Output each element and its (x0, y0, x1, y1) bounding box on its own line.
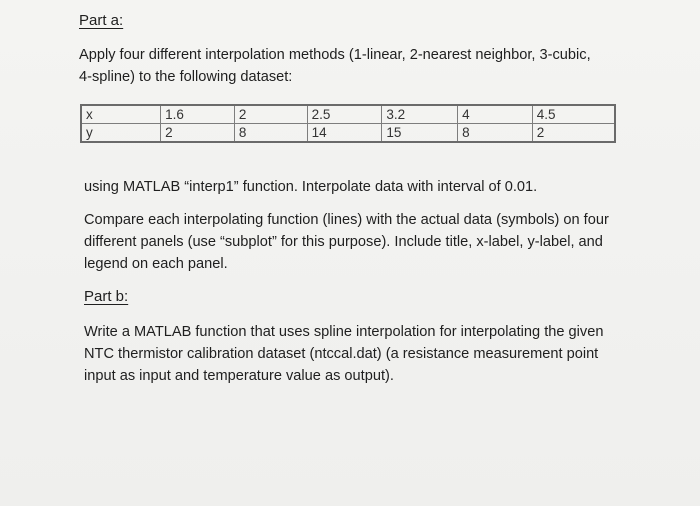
intro-line-2: 4-spline) to the following dataset: (79, 69, 293, 85)
part-b-text (84, 321, 603, 387)
table-cell: 2 (234, 105, 307, 124)
table-cell: 4 (458, 105, 533, 124)
part-b-line-2: NTC thermistor calibration dataset (ntccal.dat) (a resistance measurement point (84, 346, 599, 362)
intro-line-1: Apply four different interpolation methods (1-linear, 2-nearest neighbor, 3-cubic, (79, 47, 591, 63)
table-cell: 8 (234, 124, 307, 143)
table-cell: 2 (532, 124, 615, 143)
table-cell: y (81, 124, 161, 143)
part-a-heading: Part a: (79, 12, 124, 29)
table-cell: 1.6 (161, 105, 235, 124)
part-b-line-1: Write a MATLAB function that uses spline interpolation for interpolating the given (84, 324, 604, 340)
table-cell: 3.2 (382, 105, 458, 124)
interp1-instruction: using MATLAB “interp1” function. Interpolate data with interval of 0.01. (84, 179, 538, 195)
part-b-heading: Part b: (84, 288, 129, 305)
table-cell: x (81, 105, 161, 124)
table-row-y (81, 124, 615, 143)
part-b-line-3: input as input and temperature value as output). (84, 368, 394, 384)
compare-line-1: Compare each interpolating function (lines) with the actual data (symbols) on four (84, 212, 609, 228)
compare-line-3: legend on each panel. (84, 256, 228, 272)
compare-line-2: different panels (use “subplot” for this purpose). Include title, x-label, y-label, and (84, 234, 603, 250)
table-cell: 2.5 (307, 105, 382, 124)
table-cell: 4.5 (532, 105, 615, 124)
part-a-intro (79, 44, 591, 88)
dataset-table (80, 104, 616, 143)
table-cell: 8 (458, 124, 533, 143)
compare-instruction (84, 209, 609, 275)
table-cell: 14 (307, 124, 382, 143)
table-cell: 2 (161, 124, 235, 143)
table-row-x (81, 105, 615, 124)
table-cell: 15 (382, 124, 458, 143)
